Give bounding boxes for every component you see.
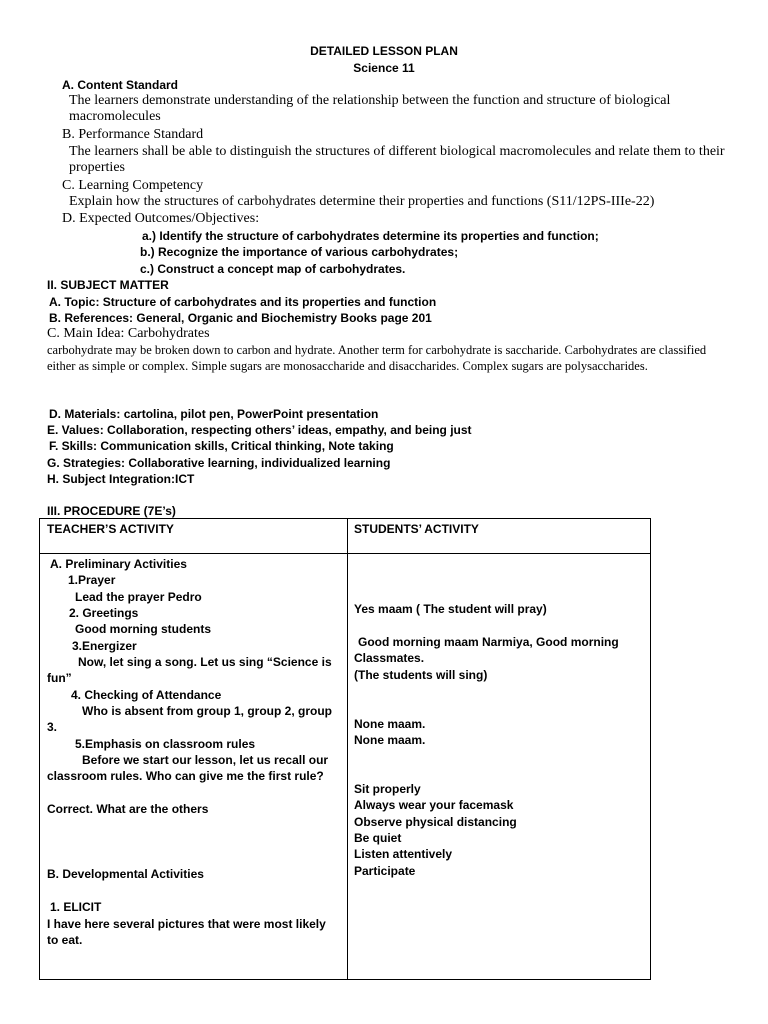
classroom-rule: Participate [354,864,416,878]
attendance-line: 3. [47,720,58,734]
performance-standard-heading: B. Performance Standard [62,127,204,142]
teacher-column-header [40,519,348,554]
classroom-rule: Listen attentively [354,847,453,861]
students-activity-cell [348,554,651,980]
energizer-line: fun” [47,671,72,685]
correct-line: Correct. What are the others [47,802,209,816]
values-line: E. Values: Collaboration, respecting others’ ideas, empathy, and being just [47,423,472,437]
procedure-heading: III. PROCEDURE (7E’s) [47,504,176,518]
students-none: None maam. [354,717,426,731]
strategies-line: G. Strategies: Collaborative learning, individualized learning [47,456,391,470]
greetings-step: 2. Greetings [69,606,139,620]
elicit-line: I have here several pictures that were most likely [47,917,326,931]
expected-outcomes-heading: D. Expected Outcomes/Objectives: [62,211,260,226]
teacher-header-label: TEACHER’S ACTIVITY [47,522,174,536]
teacher-activity-cell [40,554,348,980]
main-idea-text: carbohydrate may be broken down to carbon and hydrate. Another term for carbohydrate is saccharide. Carbohydrates are classified either as simple or complex. Simple sugars are monosaccharide and disaccharides. Complex sugars are polysaccharides. [47,343,707,373]
learning-competency-heading: C. Learning Competency [62,178,204,193]
content-standard-text: The learners demonstrate understanding of the relationship between the function and structure of biological macromolecules [69,93,671,124]
prayer-line: Lead the prayer Pedro [75,590,202,604]
learning-competency-text: Explain how the structures of carbohydrates determine their properties and functions (S11/12PS-IIIe-22) [69,194,655,209]
developmental-activities: B. Developmental Activities [47,867,204,881]
classroom-rule: Be quiet [354,831,402,845]
content-standard-heading: A. Content Standard [62,78,178,92]
rules-step: 5.Emphasis on classroom rules [75,737,256,751]
students-column-header [348,519,651,554]
students-none: None maam. [354,733,426,747]
prayer-step: 1.Prayer [68,573,116,587]
energizer-step: 3.Energizer [72,639,137,653]
references-line: B. References: General, Organic and Biochemistry Books page 201 [49,311,432,325]
procedure-table [39,518,651,980]
document-subtitle: Science 11 [353,61,415,75]
attendance-line: Who is absent from group 1, group 2, group [82,704,332,718]
objective-item: a.) Identify the structure of carbohydrates determine its properties and function; [142,229,599,243]
integration-line: H. Subject Integration:ICT [47,472,195,486]
students-sing: (The students will sing) [354,668,488,682]
table-header-row [40,519,651,554]
materials-line: D. Materials: cartolina, pilot pen, PowerPoint presentation [49,407,379,421]
document-title: DETAILED LESSON PLAN [310,44,458,58]
performance-standard-text: The learners shall be able to distinguish the structures of different biological macromolecules and relate them to their properties [69,144,725,175]
rules-line: Before we start our lesson, let us recall our [82,753,329,767]
greetings-line: Good morning students [75,622,211,636]
attendance-step: 4. Checking of Attendance [71,688,222,702]
subject-matter-heading: II. SUBJECT MATTER [47,278,169,292]
students-pray: Yes maam ( The student will pray) [354,602,547,616]
students-header-label: STUDENTS’ ACTIVITY [354,522,479,536]
table-row [40,554,651,980]
students-greet: Good morning maam Narmiya, Good morning [358,635,619,649]
skills-line: F. Skills: Communication skills, Critical thinking, Note taking [49,439,394,453]
classroom-rule: Always wear your facemask [354,798,514,812]
students-greet: Classmates. [354,651,425,665]
objective-item: c.) Construct a concept map of carbohydrates. [140,262,406,276]
topic-line: A. Topic: Structure of carbohydrates and its properties and function [49,295,437,309]
rules-line: classroom rules. Who can give me the first rule? [47,769,324,783]
energizer-line: Now, let sing a song. Let us sing “Science is [78,655,332,669]
objective-item: b.) Recognize the importance of various carbohydrates; [140,245,459,259]
preliminary-activities: A. Preliminary Activities [50,557,187,571]
classroom-rule: Sit properly [354,782,421,796]
elicit-step: 1. ELICIT [50,900,102,914]
classroom-rule: Observe physical distancing [354,815,517,829]
elicit-line: to eat. [47,933,83,947]
main-idea-line: C. Main Idea: Carbohydrates [47,326,210,341]
